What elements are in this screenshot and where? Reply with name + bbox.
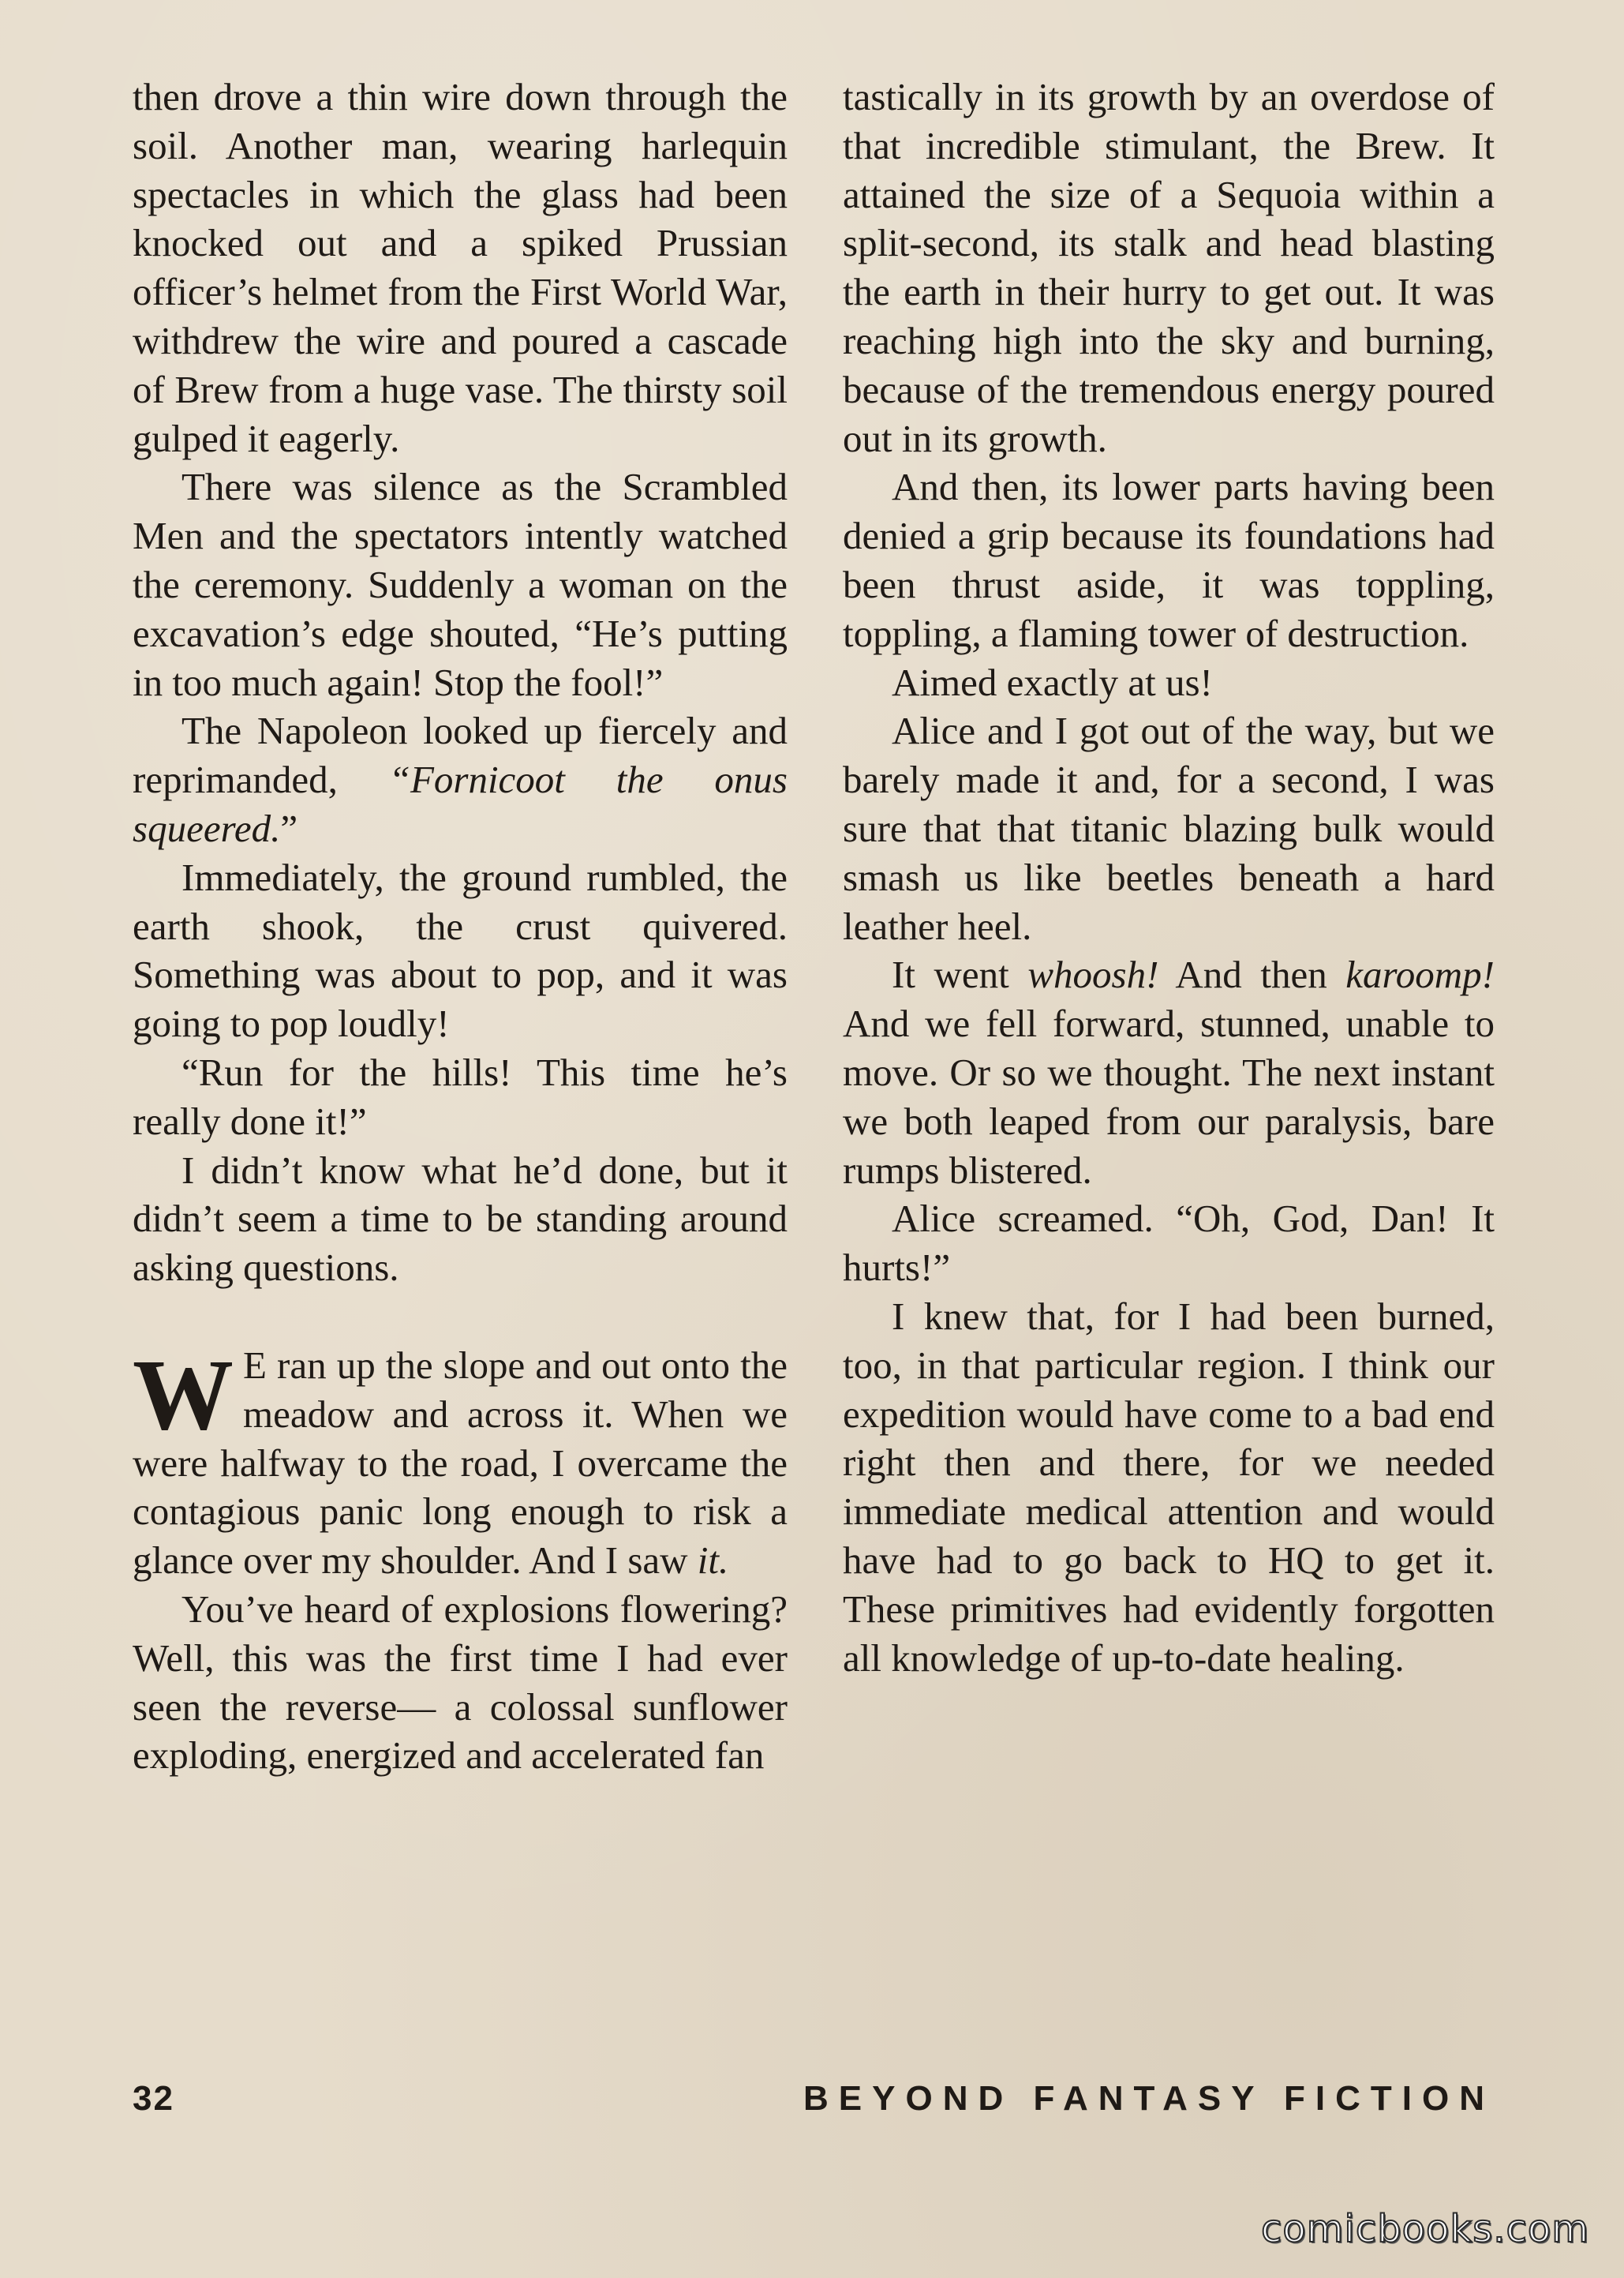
- paragraph: And then, its lower parts having been denied a grip because its foundations had been thrust aside, it was toppling, toppling, a flaming tower of destruction.: [843, 465, 1495, 655]
- page-number: 32: [133, 2079, 174, 2118]
- paragraph: [133, 706, 788, 852]
- paragraph: I knew that, for I had been burned, too, in that particular region. I think our expedition would have come to a bad end right then and there, for we needed immediate medical attention and would have had to go back to HQ to get it. These primitives had evidently forgotten all knowledge of up-to-date healing.: [843, 1294, 1495, 1680]
- paragraph-text: The Napoleon looked up fiercely and reprimanded,: [133, 709, 788, 802]
- italic-word: whoosh!: [1027, 953, 1159, 997]
- paragraph: Immediately, the ground rumbled, the earth shook, the crust quivered. Something was about to pop, and it was going to pop loudly!: [133, 855, 788, 1046]
- paragraph: You’ve heard of explosions flowering? Well, this was the first time I had ever seen the reverse— a colossal sunflower exploding, energized and accelerated fan: [133, 1587, 788, 1778]
- watermark-text: comicbooks.com: [1260, 2207, 1589, 2251]
- italic-word: karoomp!: [1345, 953, 1495, 997]
- paragraph-text: And we fell forward, stunned, unable to move. Or so we thought. The next instant we both leaped from our paralysis, bare rumps blistered.: [843, 1002, 1495, 1192]
- paragraph: There was silence as the Scrambled Men and the spectators intently watched the ceremony. Suddenly a woman on the excavation’s edge shouted, “He’s putting in too much again! Stop the fool!”: [133, 465, 788, 704]
- right-column: [843, 73, 1495, 1682]
- watermark-logo: [1261, 2207, 1589, 2251]
- drop-cap: W: [133, 1338, 234, 1451]
- paragraph: Alice and I got out of the way, but we barely made it and, for a second, I was sure that that titanic blazing bulk would smash us like beetles beneath a hard leather heel.: [843, 709, 1495, 948]
- italic-quote: “Fornicoot the onus squeered.: [133, 758, 788, 850]
- paragraph: “Run for the hills! This time he’s really done it!”: [133, 1050, 788, 1143]
- paragraph-text: It went: [892, 953, 1028, 997]
- paragraph: Alice screamed. “Oh, God, Dan! It hurts!”: [843, 1197, 1495, 1290]
- paragraph: [133, 1338, 788, 1585]
- running-title: BEYOND FANTASY FICTION: [803, 2079, 1495, 2118]
- paragraph: I didn’t know what he’d done, but it didn’t seem a time to be standing around asking questions.: [133, 1148, 788, 1290]
- paragraph-text: ”: [280, 806, 298, 850]
- paragraph: [843, 950, 1495, 1194]
- left-column: [133, 73, 788, 1780]
- paragraph-text: And then: [1158, 953, 1346, 997]
- paragraph: Aimed exactly at us!: [892, 660, 1213, 704]
- italic-word: it.: [697, 1538, 729, 1583]
- paragraph: then drove a thin wire down through the soil. Another man, wearing harlequin spectacles in which the glass had been knocked out and a spiked Prussian officer’s helmet from the First World War, withdrew the wire and poured a cascade of Brew from a huge vase. The thirsty soil gulped it eagerly.: [133, 75, 788, 460]
- section-break: [133, 1292, 788, 1341]
- paragraph: tastically in its growth by an overdose of that incredible stimulant, the Brew. It attained the size of a Sequoia within a split-second, its stalk and head blasting the earth in their hurry to get out. It was reaching high into the sky and burning, because of the tremendous energy poured out in its growth.: [843, 75, 1495, 460]
- paragraph-text: E ran up the slope and out onto the meadow and across it. When we were halfway to the road, I overcame the contagious panic long enough to risk a glance over my shoulder. And I saw: [133, 1343, 788, 1583]
